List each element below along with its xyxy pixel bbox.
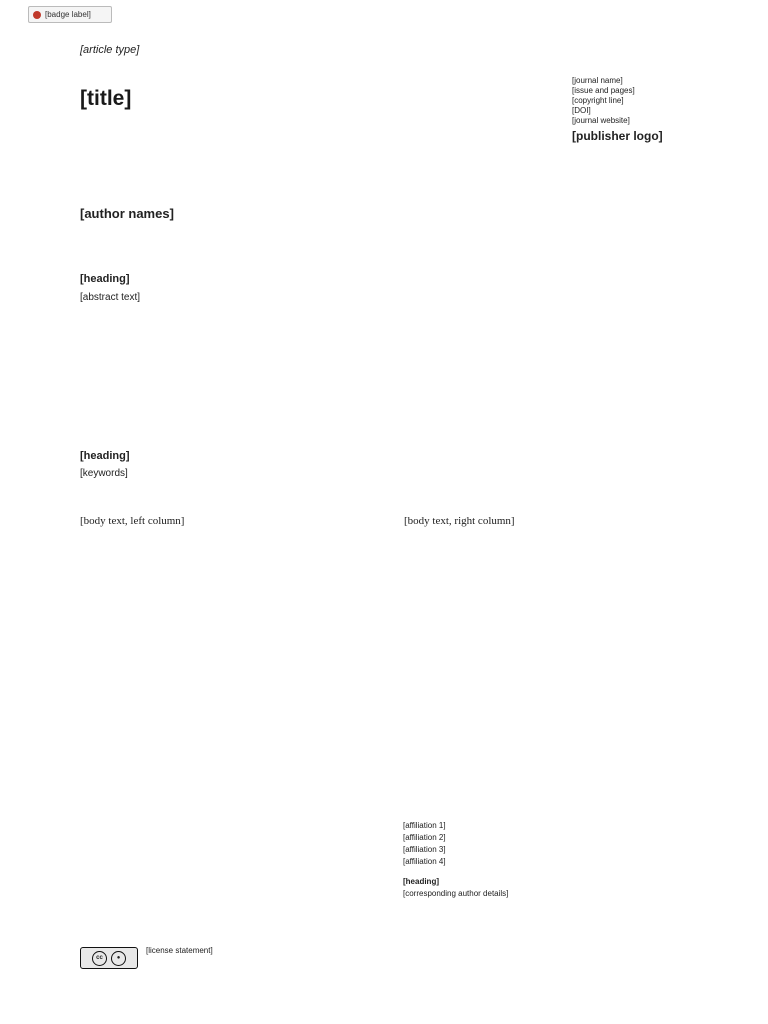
badge-label: [badge label] bbox=[45, 10, 91, 19]
article-type: [article type] bbox=[80, 44, 140, 56]
body-column-right: [body text, right column] bbox=[404, 515, 515, 527]
abstract-text: [abstract text] bbox=[80, 292, 141, 303]
journal-name: [journal name] bbox=[572, 76, 623, 85]
update-icon bbox=[33, 11, 41, 19]
attribution-person-icon: ● bbox=[111, 951, 126, 966]
affiliation-1: [affiliation 1] bbox=[403, 821, 446, 830]
license-footer bbox=[80, 945, 708, 1005]
affiliations bbox=[403, 820, 703, 900]
abstract-heading: [heading] bbox=[80, 273, 130, 285]
affiliation-4: [affiliation 4] bbox=[403, 857, 446, 866]
keywords-heading: [heading] bbox=[80, 450, 130, 462]
journal-site[interactable]: [journal website] bbox=[572, 116, 630, 125]
affiliation-3: [affiliation 3] bbox=[403, 845, 446, 854]
license-text: [license statement] bbox=[146, 946, 213, 955]
body-column-left: [body text, left column] bbox=[80, 515, 185, 527]
publisher-logo: [publisher logo] bbox=[572, 129, 663, 143]
affiliation-2: [affiliation 2] bbox=[403, 833, 446, 842]
page-title: [title] bbox=[80, 87, 132, 110]
cc-circle-icon: cc bbox=[92, 951, 107, 966]
corresponding-author bbox=[403, 876, 703, 900]
journal-copyright: [copyright line] bbox=[572, 96, 624, 105]
journal-doi[interactable]: [DOI] bbox=[572, 106, 591, 115]
author-list: [author names] bbox=[80, 206, 174, 221]
corresponding-details: [corresponding author details] bbox=[403, 889, 509, 898]
keywords-text: [keywords] bbox=[80, 468, 128, 479]
corresponding-heading: [heading] bbox=[403, 877, 439, 886]
journal-info bbox=[572, 76, 742, 143]
cc-by-icon[interactable] bbox=[80, 947, 138, 969]
check-for-updates-badge[interactable] bbox=[28, 6, 112, 23]
journal-issue: [issue and pages] bbox=[572, 86, 635, 95]
